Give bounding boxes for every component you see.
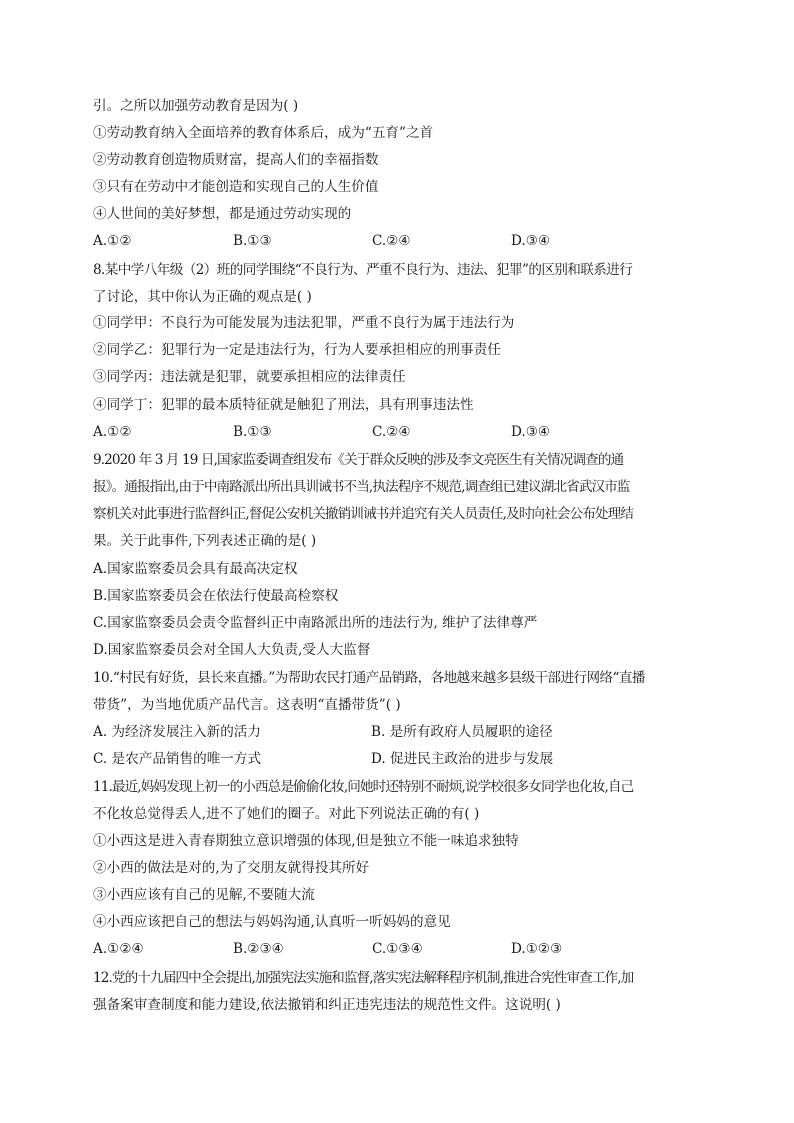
q9-option-c: C.国家监察委员会责令监督纠正中南路派出所的违法行为, 维护了法律尊严 (93, 615, 538, 631)
q8-stem-line-1: 8.某中学八年级（2）班的同学围绕“不良行为、严重不良行为、违法、犯罪”的区别和联系进行 (93, 262, 633, 278)
q9-stem-line-1: 9.2020 年 3 月 19 日,国家监委调查组发布《关于群众反映的涉及李文亮医生有关情况调查的通 (93, 452, 624, 468)
q9-option-b: B.国家监察委员会在依法行使最高检察权 (93, 588, 339, 604)
q11-option-d: D.①②③ (511, 941, 563, 957)
q11-stem-line-2: 不化妆总觉得丢人,进不了她们的圈子。对此下列说法正确的有( ) (93, 806, 480, 822)
q7-option-a: A.①② (93, 233, 132, 249)
q9-option-a: A.国家监察委员会具有最高决定权 (93, 561, 298, 577)
q8-item-4: ④同学丁：犯罪的最本质特征就是触犯了刑法，具有刑事违法性 (93, 397, 474, 413)
q11-stem-line-1: 11.最近,妈妈发现上初一的小西总是偷偷化妆,问她时还特别不耐烦,说学校很多女同学也化妆,自己 (93, 779, 634, 795)
q9-option-d: D.国家监察委员会对全国人大负责,受人大监督 (93, 642, 371, 658)
q7-options (93, 232, 713, 250)
q10-options-row-1 (93, 723, 713, 741)
q8-option-c: C.②④ (372, 424, 411, 440)
q8-item-3: ③同学丙：违法就是犯罪，就要承担相应的法律责任 (93, 369, 406, 385)
q12-stem-line-1: 12.党的十九届四中全会提出,加强宪法实施和监督,落实宪法解释程序机制,推进合宪性审查工作,加 (93, 970, 634, 986)
q8-option-b: B.①③ (233, 424, 272, 440)
q11-item-2: ②小西的做法是对的,为了交朋友就得投其所好 (93, 860, 370, 876)
q7-option-b: B.①③ (233, 233, 272, 249)
q7-option-d: D.③④ (511, 233, 551, 249)
q7-stem-tail: 引。之所以加强劳动教育是因为( ) (93, 98, 299, 114)
q7-option-c: C.②④ (372, 233, 411, 249)
q10-option-a: A. 为经济发展注入新的活力 (93, 724, 261, 740)
q11-option-c: C.①③④ (372, 941, 423, 957)
q8-option-d: D.③④ (511, 424, 551, 440)
q11-option-b: B.②③④ (233, 941, 284, 957)
q11-item-1: ①小西这是进入青春期独立意识增强的体现,但是独立不能一味追求独特 (93, 833, 519, 849)
q9-stem-line-4: 果。关于此事件,下列表述正确的是( ) (93, 533, 317, 549)
q7-item-4: ④人世间的美好梦想，都是通过劳动实现的 (93, 206, 352, 222)
q8-item-1: ①同学甲：不良行为可能发展为违法犯罪，严重不良行为属于违法行为 (93, 315, 515, 331)
q8-options (93, 423, 713, 441)
q9-stem-line-2: 报》。通报指出,由于中南路派出所出具训诫书不当,执法程序不规范,调查组已建议湖北省武汉市监 (93, 479, 630, 495)
q9-stem-line-3: 察机关对此事进行监督纠正,督促公安机关撤销训诫书并追究有关人员责任,及时向社会公布处理结 (93, 506, 633, 522)
q10-option-c: C. 是农产品销售的唯一方式 (93, 751, 262, 767)
q11-item-4: ④小西应该把自己的想法与妈妈沟通,认真听一听妈妈的意见 (93, 914, 451, 930)
q7-item-3: ③只有在劳动中才能创造和实现自己的人生价值 (93, 179, 379, 195)
q8-stem-line-2: 了讨论，其中你认为正确的观点是( ) (93, 289, 312, 305)
q10-options-row-2 (93, 750, 713, 768)
q8-option-a: A.①② (93, 424, 132, 440)
q10-option-d: D. 促进民主政治的进步与发展 (371, 751, 554, 767)
q10-option-b: B. 是所有政府人员履职的途径 (371, 724, 553, 740)
q11-option-a: A.①②④ (93, 941, 144, 957)
q11-item-3: ③小西应该有自己的见解,不要随大流 (93, 887, 315, 903)
q11-options (93, 940, 713, 958)
q8-item-2: ②同学乙：犯罪行为一定是违法行为，行为人要承担相应的刑事责任 (93, 342, 501, 358)
q10-stem-line-1: 10.“村民有好货，县长来直播。”为帮助农民打通产品销路，各地越来越多县级干部进行网络“直播 (93, 670, 645, 686)
q10-stem-line-2: 带货”，为当地优质产品代言。这表明“直播带货”( ) (93, 697, 401, 713)
q7-item-2: ②劳动教育创造物质财富，提高人们的幸福指数 (93, 152, 379, 168)
q12-stem-line-2: 强备案审查制度和能力建设,依法撤销和纠正违宪违法的规范性文件。这说明( ) (93, 997, 561, 1013)
q7-item-1: ①劳动教育纳入全面培养的教育体系后，成为“五育”之首 (93, 125, 434, 141)
